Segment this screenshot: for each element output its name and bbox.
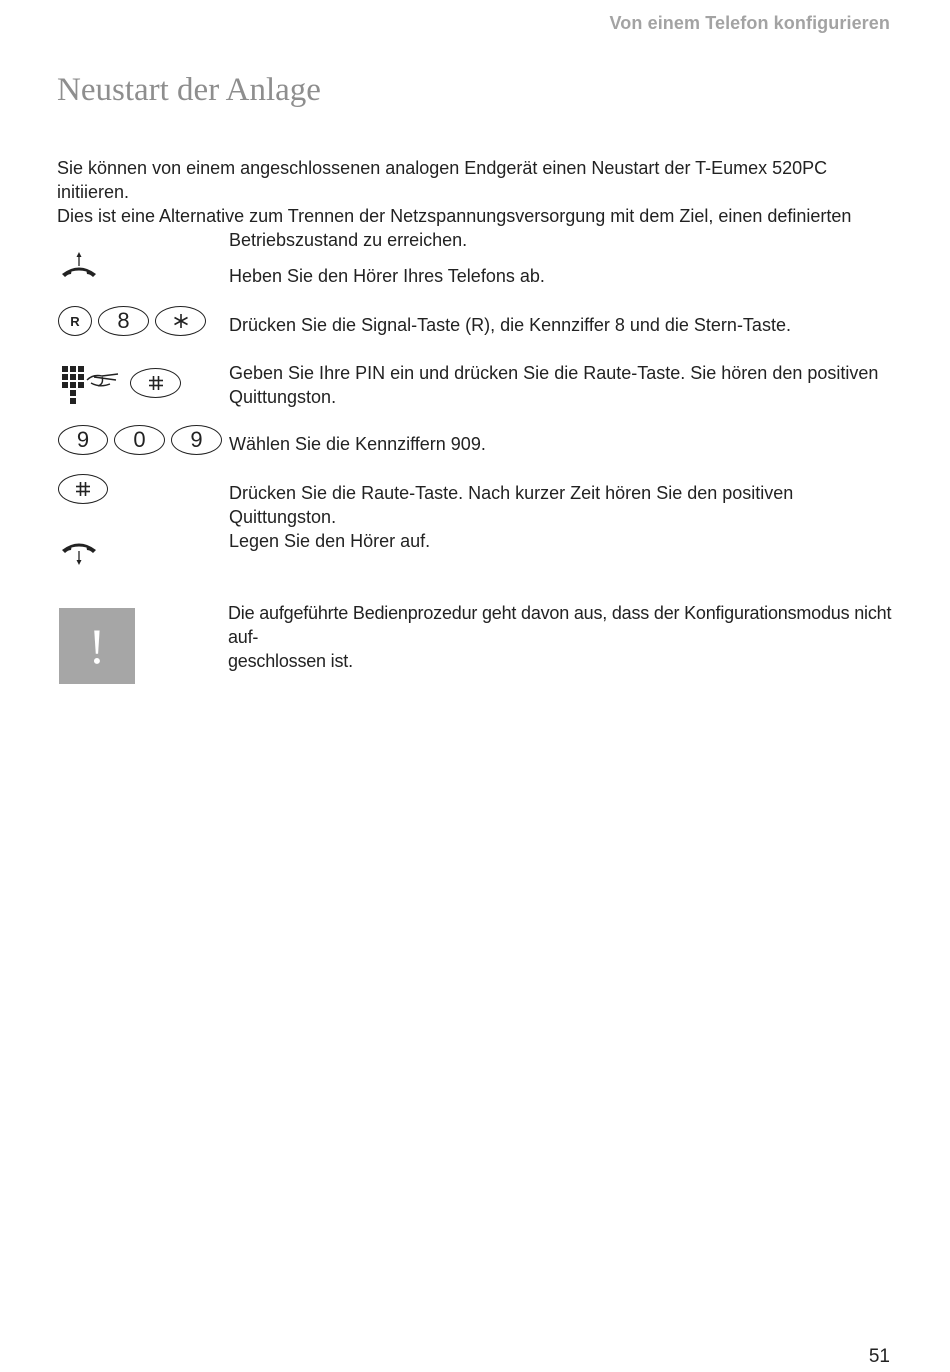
note-line-1: Die aufgeführte Bedienprozedur geht davon aus, dass der Konfigurationsmodus nicht auf- [228, 603, 892, 647]
page-number: 51 [868, 1346, 890, 1367]
key-9-first: 9 [58, 425, 108, 455]
hash-icon [75, 481, 91, 497]
step-2-text: Drücken Sie die Signal-Taste (R), die Kennziffer 8 und die Stern-Taste. [229, 315, 791, 335]
step-6-text: Legen Sie den Hörer auf. [229, 531, 431, 551]
key-8: 8 [98, 306, 149, 336]
hash-icon [148, 375, 164, 391]
key-9-second: 9 [171, 425, 222, 455]
note-text [228, 601, 896, 673]
key-star [155, 306, 206, 336]
step-4-text: Wählen Sie die Kennziffern 909. [229, 434, 486, 454]
intro-line-3: Betriebszustand zu erreichen. [229, 230, 468, 250]
warning-icon: ! [59, 608, 135, 684]
intro-line-2: Dies ist eine Alternative zum Trennen der Netzspannungsversorgung mit dem Ziel, einen definierten [57, 206, 852, 226]
keypad-entry-icon [60, 364, 122, 406]
intro-paragraph [57, 156, 897, 252]
handset-hangup-icon [60, 538, 100, 566]
key-0: 0 [114, 425, 165, 455]
page-title: Neustart der Anlage [57, 72, 321, 108]
step-5-text: Drücken Sie die Raute-Taste. Nach kurzer Zeit hören Sie den positiven Quittungston. [229, 483, 794, 527]
star-icon [173, 313, 189, 329]
key-hash-single [58, 474, 108, 504]
intro-line-1: Sie können von einem angeschlossenen analogen Endgerät einen Neustart der T-Eumex 520PC initiieren. [57, 158, 828, 202]
running-head: Von einem Telefon konfigurieren [609, 13, 890, 33]
handset-lift-icon [60, 252, 100, 280]
step-1-text: Heben Sie den Hörer Ihres Telefons ab. [229, 266, 545, 286]
note-line-2: geschlossen ist. [228, 651, 353, 671]
key-r: R [58, 306, 92, 336]
key-hash [130, 368, 181, 398]
step-3-text: Geben Sie Ihre PIN ein und drücken Sie die Raute-Taste. Sie hören den positiven Quittungston. [229, 363, 879, 407]
